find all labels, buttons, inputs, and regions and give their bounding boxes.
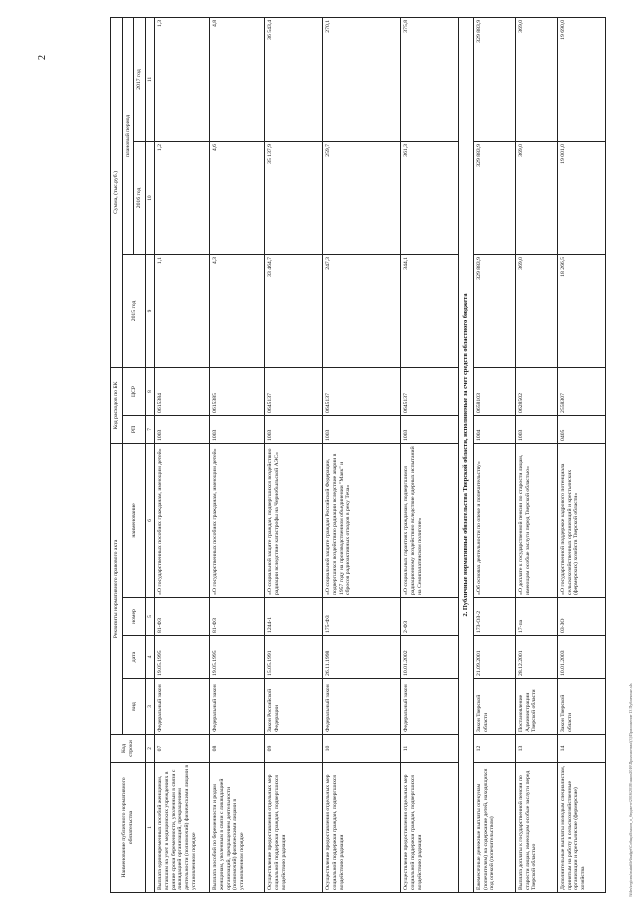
header-act-name: наименование [122, 443, 145, 597]
obligation-name: Ежемесячные денежные выплаты опекунам (попечителям) на содержание детей, находящихся под опекой (попечительством) [473, 763, 515, 893]
table-row [210, 17, 265, 892]
obligation-name: Выплата доплаты к государственной пенсии по старости лицам, имеющим особые заслуги перед Тверской областью [515, 763, 557, 893]
obligation-name: Выплата пособий по беременности и родам женщинам, уволенным в связи с ликвидацией организаций, прекращением деятельности (полномочий) физическими лицами в установленном порядке [210, 763, 265, 893]
sum-2015: 329 883,9 [473, 254, 515, 367]
col-index: 1 [146, 763, 155, 893]
sum-2017: 270,1 [323, 17, 401, 141]
act-title: «Об основах деятельности по опеке и попечительству» [473, 443, 515, 597]
budget-rz: 1004 [473, 415, 515, 443]
row-code: 07 [155, 735, 210, 763]
sum-2017: 369,0 [515, 17, 557, 141]
col-index: 6 [146, 443, 155, 597]
sum-2017: 4,8 [210, 17, 265, 141]
header-plan-period: плановый период [122, 17, 134, 254]
table-row [265, 17, 323, 892]
act-title: «О государственной поддержке кадрового потенциала сельскохозяйственных организаций и крестьянских (фермерских) хозяйств Тверской области» [557, 443, 605, 597]
header-budget-code: Код расходов по БК [111, 367, 123, 443]
budget-csr: 0645137 [265, 367, 323, 415]
row-code: 09 [265, 735, 323, 763]
sum-2017: 375,8 [401, 17, 459, 141]
sum-2016: 1,2 [155, 141, 210, 254]
header-year-2015: 2015 год [122, 254, 145, 367]
col-index: 8 [146, 367, 155, 415]
table-row [401, 17, 459, 892]
obligation-name: Дополнительные выплаты молодым специалистам, принятым на работу в сельскохозяйственные организации и крестьянские (фермерские) хозяйства [557, 763, 605, 893]
act-kind: Федеральный закон [210, 679, 265, 735]
budget-csr: 0645137 [401, 367, 459, 415]
header-number: номер [122, 598, 145, 636]
col-index: 7 [146, 415, 155, 443]
act-kind: Постановление Администрации Тверской области [515, 679, 557, 735]
row-code: 11 [401, 735, 459, 763]
sum-2015: 33 464,7 [265, 254, 323, 367]
sum-2017: 19 690,0 [557, 17, 605, 141]
act-number: 2-ФЗ [401, 598, 459, 636]
row-code: 08 [210, 735, 265, 763]
act-title: «О социальной защите граждан Российской Федерации, подвергшихся воздействию радиации вследствие аварии в 1957 году на производственном объединении "Маяк" и сбросов радиоактивных отходов в реку Теча» [323, 443, 401, 597]
obligation-name: Осуществление предоставления отдельных мер социальной поддержки граждан, подвергшихся воздействию радиации [265, 763, 323, 893]
act-title: «О социальных гарантиях гражданам, подвергшимся радиационному воздействию вследствие ядерных испытаний на Семипалатинском полигоне» [401, 443, 459, 597]
act-title: «О государственных пособиях гражданам, имеющим детей» [155, 443, 210, 597]
act-number: 175-ФЗ [323, 598, 401, 636]
budget-rz: 1003 [210, 415, 265, 443]
act-kind: Федеральный закон [155, 679, 210, 735]
sum-2015: 369,0 [515, 254, 557, 367]
header-rz: РП [122, 415, 145, 443]
obligation-name: Осуществление предоставления отдельных мер социальной поддержки граждан, подвергшихся воздействию радиации [401, 763, 459, 893]
obligation-name: Осуществление предоставления отдельных мер социальной поддержки граждан, подвергшихся воздействию радиации [323, 763, 401, 893]
budget-csr: 2558307 [557, 367, 605, 415]
sum-2015: 247,3 [323, 254, 401, 367]
header-sum: Сумма, (тыс.руб.) [111, 17, 123, 367]
act-date: 19.05.1995 [155, 636, 210, 679]
act-date: 26.11.1998 [323, 636, 401, 679]
act-title: «О социальной защите граждан, подвергшихся воздействию радиации вследствие катастрофы на Чернобыльской АЭС» [265, 443, 323, 597]
budget-csr: 0658103 [473, 367, 515, 415]
act-date: 21.09.2001 [473, 636, 515, 679]
budget-csr: 0645137 [323, 367, 401, 415]
header-csr: ЦСР [122, 367, 145, 415]
table-row [557, 17, 605, 892]
table-row [155, 17, 210, 892]
act-kind: Закон Тверской области [473, 679, 515, 735]
table-row [515, 17, 557, 892]
act-date: 10.01.2002 [401, 636, 459, 679]
sum-2017: 1,3 [155, 17, 210, 141]
act-number: 03-ЗО [557, 598, 605, 636]
act-kind: Федеральный закон [323, 679, 401, 735]
col-index: 5 [146, 598, 155, 636]
row-code: 14 [557, 735, 605, 763]
sum-2017: 36 543,4 [265, 17, 323, 141]
section2-title-row [459, 17, 474, 892]
row-code: 13 [515, 735, 557, 763]
column-index-row [146, 17, 155, 892]
budget-csr: 0628502 [515, 367, 557, 415]
budget-rz: 1003 [323, 415, 401, 443]
section2-title: 2. Публичные нормативные обязательства Тверской области, исполняемые за счет средств областного бюджета [459, 17, 474, 892]
sum-2016: 35 137,9 [265, 141, 323, 254]
sum-2016: 329 883,9 [473, 141, 515, 254]
row-code: 12 [473, 735, 515, 763]
act-date: 19.05.1995 [210, 636, 265, 679]
sum-2016: 259,7 [323, 141, 401, 254]
row-code: 10 [323, 735, 401, 763]
sum-2015: 18 266,5 [557, 254, 605, 367]
header-year-2017: 2017 год [134, 17, 146, 141]
obligations-table [110, 17, 606, 893]
act-number: 81-ФЗ [155, 598, 210, 636]
header-date: дата [122, 636, 145, 679]
col-index: 11 [146, 17, 155, 141]
col-index: 3 [146, 679, 155, 735]
sum-2015: 1,1 [155, 254, 210, 367]
sum-2016: 19 001,0 [557, 141, 605, 254]
header-requisites: Реквизиты нормативного правового акта [111, 443, 123, 734]
budget-rz: 1003 [401, 415, 459, 443]
sum-2016: 369,0 [515, 141, 557, 254]
act-date: 28.12.2001 [515, 636, 557, 679]
act-title: «О доплате к государственной пенсии по старости лицам, имеющим особые заслуги перед Тверской областью» [515, 443, 557, 597]
header-kind: вид [122, 679, 145, 735]
section2-rows [473, 17, 605, 892]
col-index: 2 [146, 735, 155, 763]
budget-rz: 1003 [265, 415, 323, 443]
col-index: 9 [146, 254, 155, 367]
act-date: 15.05.1991 [265, 636, 323, 679]
act-kind: Федеральный закон [401, 679, 459, 735]
act-number: 173-ОЗ-2 [473, 598, 515, 636]
act-kind: Закон Тверской области [557, 679, 605, 735]
act-kind: Закон Российской Федерации [265, 679, 323, 735]
sum-2015: 344,1 [401, 254, 459, 367]
col-index: 4 [146, 636, 155, 679]
sum-2016: 361,3 [401, 141, 459, 254]
act-date: 10.01.2003 [557, 636, 605, 679]
sum-2015: 4,3 [210, 254, 265, 367]
table-row [323, 17, 401, 892]
budget-rz: 1003 [155, 415, 210, 443]
act-number: 17-па [515, 598, 557, 636]
budget-csr: 0615384 [155, 367, 210, 415]
budget-rz: 1003 [515, 415, 557, 443]
page-number: 2 [37, 55, 48, 60]
act-title: «О государственных пособиях гражданам, имеющим детей» [210, 443, 265, 597]
header-year-2016: 2016 год [134, 141, 146, 254]
section1-rows [155, 17, 459, 892]
obligation-name: Выплата единовременных пособий женщинам, вставшим на учет в медицинских учреждениях в ранние сроки беременности, уволенным в связи с ликвидацией организаций, прекращением деятельности (полномочий) физическими лицами в установленном порядке [155, 763, 210, 893]
act-number: 1244-1 [265, 598, 323, 636]
footer-file-path: \\files\regions\mainfile\budget\Собщий\закон_о_бюджете\2016\2018\закон2016\Приложения\(3)\Приложение 13 Публичные.xls [628, 683, 633, 897]
act-number: 81-ФЗ [210, 598, 265, 636]
sum-2017: 329 883,9 [473, 17, 515, 141]
header-name: Наименование публичного нормативного обязательства [111, 763, 146, 893]
col-index: 10 [146, 141, 155, 254]
budget-rz: 0405 [557, 415, 605, 443]
sum-2016: 4,6 [210, 141, 265, 254]
budget-csr: 0615385 [210, 367, 265, 415]
header-code: Код строки [111, 735, 146, 763]
table-row [473, 17, 515, 892]
